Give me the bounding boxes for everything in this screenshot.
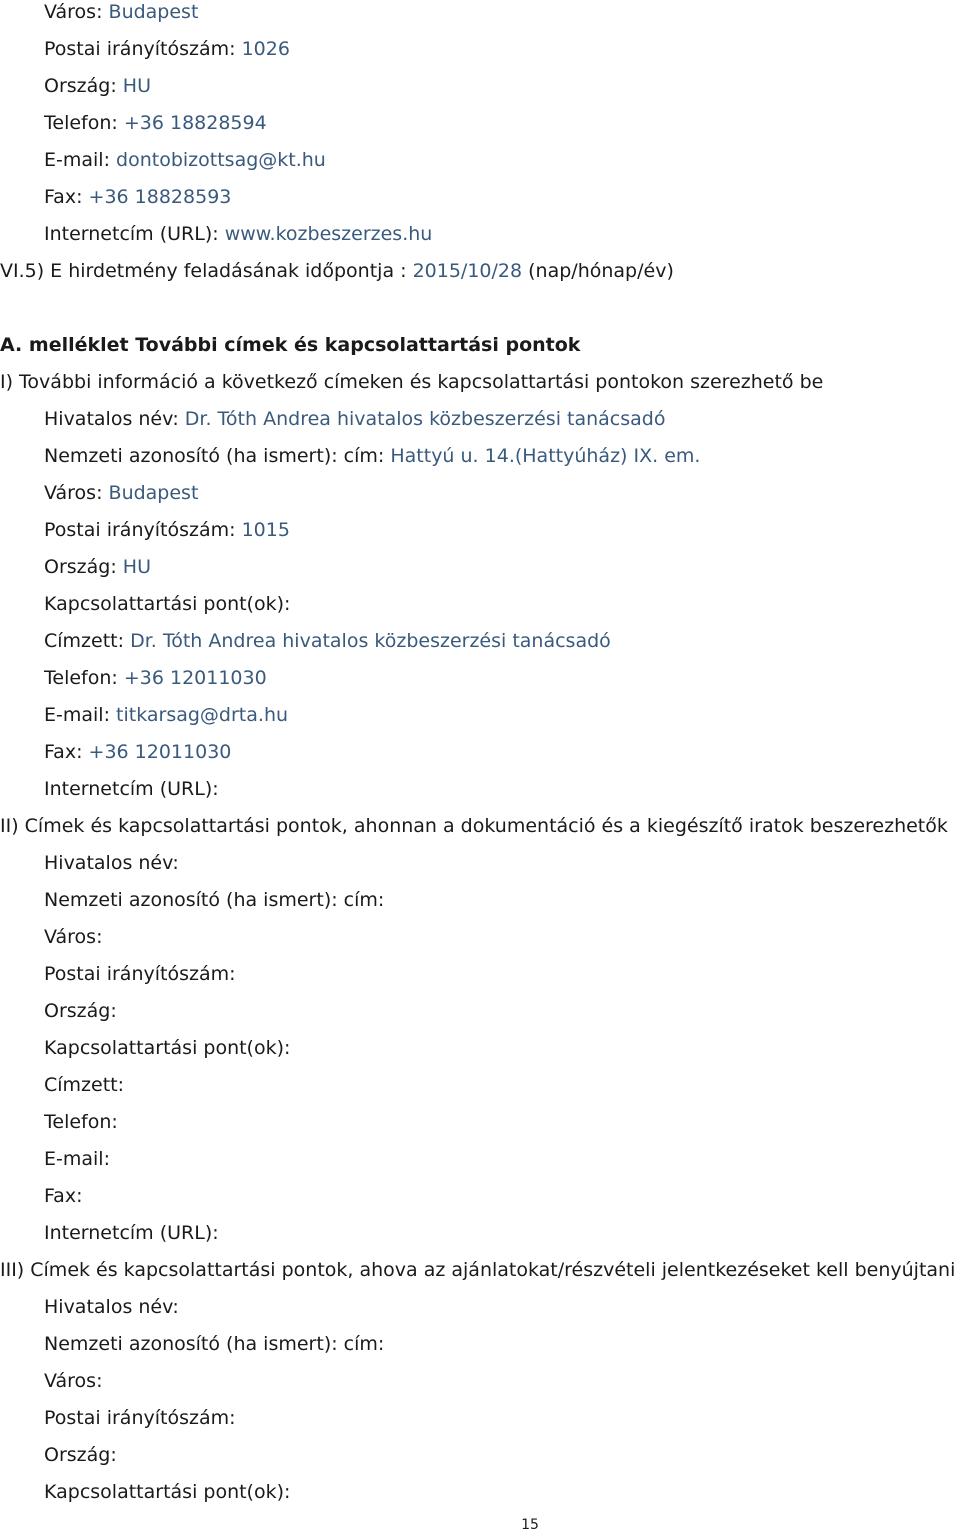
s1-natid-line: [44, 444, 700, 468]
s3-natid-line: Nemzeti azonosító (ha ismert): cím:: [44, 1333, 385, 1355]
field-label: Nemzeti azonosító (ha ismert): cím:: [44, 445, 385, 467]
field-label: E-mail:: [44, 149, 110, 171]
s1-postal-line: [44, 518, 290, 542]
field-value: Dr. Tóth Andrea hivatalos közbeszerzési tanácsadó: [130, 630, 611, 652]
s1-phone-line: [44, 666, 267, 690]
vi5-line: [0, 259, 674, 283]
section-3-heading: III) Címek és kapcsolattartási pontok, ahova az ajánlatokat/részvételi jelentkezéseket kell benyújtani: [0, 1259, 956, 1281]
s3-postal-line: Postai irányítószám:: [44, 1407, 236, 1429]
field-value: HU: [122, 75, 151, 97]
url-link[interactable]: www.kozbeszerzes.hu: [224, 223, 433, 245]
s3-city-line: Város:: [44, 1370, 103, 1392]
field-label: Város:: [44, 482, 103, 504]
field-label: Postai irányítószám:: [44, 519, 236, 541]
field-label: Internetcím (URL):: [44, 223, 219, 245]
field-value: 1015: [241, 519, 290, 541]
field-label: Hivatalos név:: [44, 408, 179, 430]
top-url-line: [44, 222, 432, 246]
s1-country-line: [44, 555, 151, 579]
s3-contact-line: Kapcsolattartási pont(ok):: [44, 1481, 291, 1503]
field-label: Fax:: [44, 741, 83, 763]
s2-phone-line: Telefon:: [44, 1111, 118, 1133]
s2-city-line: Város:: [44, 926, 103, 948]
field-value: Budapest: [108, 482, 199, 504]
email-link[interactable]: titkarsag@drta.hu: [116, 704, 289, 726]
s1-contact-line: Kapcsolattartási pont(ok):: [44, 593, 291, 615]
section-2-heading: II) Címek és kapcsolattartási pontok, ahonnan a dokumentáció és a kiegészítő iratok beszerezhetők: [0, 815, 948, 837]
s1-city-line: [44, 481, 198, 505]
section-1-heading: I) További információ a következő címeken és kapcsolattartási pontokon szerezhető be: [0, 371, 824, 393]
s2-natid-line: Nemzeti azonosító (ha ismert): cím:: [44, 889, 385, 911]
field-label: Címzett:: [44, 630, 125, 652]
email-link[interactable]: dontobizottsag@kt.hu: [116, 149, 326, 171]
s1-url-line: Internetcím (URL):: [44, 778, 219, 800]
field-label: Postai irányítószám:: [44, 38, 236, 60]
field-label: Telefon:: [44, 112, 118, 134]
s2-country-line: Ország:: [44, 1000, 117, 1022]
s2-email-line: E-mail:: [44, 1148, 110, 1170]
s2-url-line: Internetcím (URL):: [44, 1222, 219, 1244]
s3-name-line: Hivatalos név:: [44, 1296, 179, 1318]
top-email-line: [44, 148, 326, 172]
field-label: Fax:: [44, 186, 83, 208]
field-value: +36 12011030: [88, 741, 232, 763]
field-label: VI.5) E hirdetmény feladásának időpontja :: [0, 260, 407, 282]
s1-name-line: [44, 407, 665, 431]
field-label: E-mail:: [44, 704, 110, 726]
field-value: Dr. Tóth Andrea hivatalos közbeszerzési tanácsadó: [184, 408, 666, 430]
s2-contact-line: Kapcsolattartási pont(ok):: [44, 1037, 291, 1059]
date-format: (nap/hónap/év): [528, 260, 674, 282]
field-value: HU: [122, 556, 151, 578]
date-value: 2015/10/28: [412, 260, 523, 282]
field-value: Hattyú u. 14.(Hattyúház) IX. em.: [390, 445, 701, 467]
field-value: Budapest: [108, 1, 199, 23]
top-city-line: [44, 0, 198, 24]
field-label: Telefon:: [44, 667, 118, 689]
annex-title: A. melléklet További címek és kapcsolattartási pontok: [0, 334, 581, 356]
s2-recipient-line: Címzett:: [44, 1074, 125, 1096]
field-value: 1026: [241, 38, 290, 60]
field-label: Ország:: [44, 75, 117, 97]
field-value: +36 12011030: [123, 667, 267, 689]
top-fax-line: [44, 185, 231, 209]
s2-fax-line: Fax:: [44, 1185, 83, 1207]
top-postal-line: [44, 37, 290, 61]
s2-postal-line: Postai irányítószám:: [44, 963, 236, 985]
field-value: +36 18828594: [123, 112, 267, 134]
top-phone-line: [44, 111, 267, 135]
top-country-line: [44, 74, 151, 98]
field-label: Város:: [44, 1, 103, 23]
s1-recipient-line: [44, 629, 611, 653]
s2-name-line: Hivatalos név:: [44, 852, 179, 874]
s1-fax-line: [44, 740, 231, 764]
page-number: 15: [521, 1517, 539, 1533]
field-label: Ország:: [44, 556, 117, 578]
s3-country-line: Ország:: [44, 1444, 117, 1466]
field-value: +36 18828593: [88, 186, 232, 208]
s1-email-line: [44, 703, 288, 727]
